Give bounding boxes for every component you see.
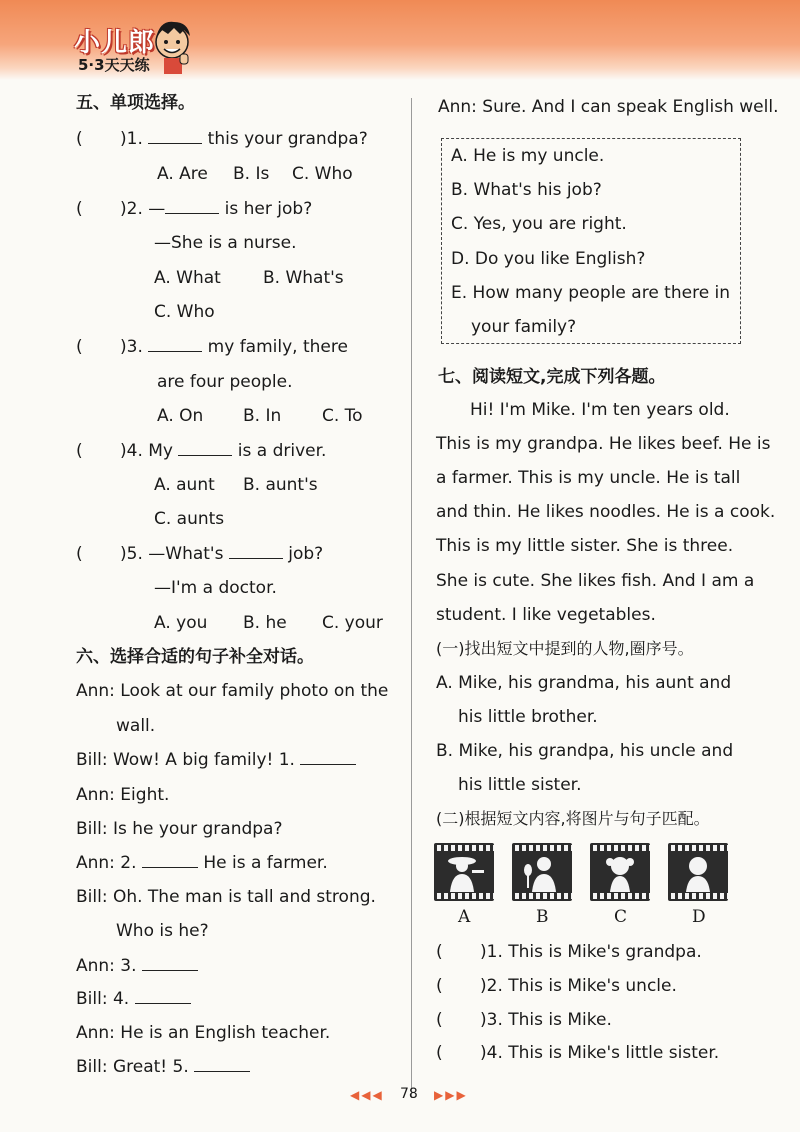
blank-q4[interactable] (178, 440, 232, 456)
match-item-1: )1. This is Mike's grandpa. (480, 942, 702, 962)
part-1-title: (一)找出短文中提到的人物,圈序号。 (436, 639, 694, 658)
q5-number: )5. —What's (120, 544, 224, 564)
q4-text: is a driver. (237, 441, 327, 461)
brand-logo: 小儿郎 (74, 28, 156, 58)
q1-number: )1. (120, 129, 143, 149)
passage-line-2: This is my grandpa. He likes beef. He is (436, 434, 771, 454)
next-page-arrows-icon[interactable]: ▶▶▶ (434, 1088, 468, 1102)
question-3 (120, 336, 348, 358)
dialogue-line-10-text: Bill: Great! 5. (76, 1057, 189, 1077)
q1-option-c[interactable]: C. Who (292, 164, 353, 184)
answer-paren-q5[interactable]: ( (76, 544, 83, 564)
q2-text: is her job? (224, 199, 313, 219)
passage-line-6: She is cute. She likes fish. And I am a (436, 571, 755, 591)
dialogue-line-7 (76, 955, 198, 977)
passage-line-5: This is my little sister. She is three. (436, 536, 734, 556)
dialogue-blank-4[interactable] (135, 988, 191, 1004)
dialogue-option-e-cont: your family? (471, 317, 577, 337)
part-2-title: (二)根据短文内容,将图片与句子匹配。 (436, 809, 710, 828)
dialogue-option-a[interactable]: A. He is my uncle. (451, 146, 605, 166)
q2-answer-line: —She is a nurse. (154, 233, 297, 253)
cook-silhouette-icon (520, 852, 564, 892)
picture-label-a: A (458, 907, 471, 927)
answer-paren-q3[interactable]: ( (76, 337, 83, 357)
q3-option-c[interactable]: C. To (322, 406, 363, 426)
blank-q3[interactable] (148, 336, 202, 352)
dialogue-line-4: Bill: Is he your grandpa? (76, 819, 283, 839)
passage-line-7: student. I like vegetables. (436, 605, 656, 625)
q1-text: this your grandpa? (207, 129, 368, 149)
dialogue-line-6b: Who is he? (116, 921, 209, 941)
q2-option-a[interactable]: A. What (154, 268, 221, 288)
q1-option-b[interactable]: B. Is (233, 164, 270, 184)
column-divider (411, 98, 412, 1098)
q3-number: )3. (120, 337, 143, 357)
dialogue-option-e[interactable]: E. How many people are there in (451, 283, 731, 303)
dialogue-line-2-text: Bill: Wow! A big family! 1. (76, 750, 295, 770)
dialogue-option-c[interactable]: C. Yes, you are right. (451, 214, 627, 234)
dialogue-line-6: Bill: Oh. The man is tall and strong. (76, 887, 376, 907)
q5-option-c[interactable]: C. your (322, 613, 383, 633)
dialogue-line-11: Ann: Sure. And I can speak English well. (438, 97, 779, 117)
q4-number: )4. My (120, 441, 173, 461)
dialogue-line-1: Ann: Look at our family photo on the (76, 681, 389, 701)
q5-answer-line: —I'm a doctor. (154, 578, 277, 598)
dialogue-blank-5[interactable] (194, 1056, 250, 1072)
picture-label-c: C (614, 907, 628, 927)
passage-line-4: and thin. He likes noodles. He is a cook. (436, 502, 776, 522)
q5-option-b[interactable]: B. he (243, 613, 287, 633)
q2-option-b[interactable]: B. What's (263, 268, 344, 288)
boy-silhouette-icon (676, 852, 720, 892)
picture-d-student (668, 843, 728, 901)
picture-c-little-sister (590, 843, 650, 901)
dialogue-blank-3[interactable] (142, 955, 198, 971)
q4-option-b[interactable]: B. aunt's (243, 475, 318, 495)
header-banner (0, 0, 800, 80)
question-2 (120, 198, 312, 220)
blank-q2[interactable] (165, 198, 219, 214)
dialogue-blank-1[interactable] (300, 749, 356, 765)
match-item-3: )3. This is Mike. (480, 1010, 612, 1030)
answer-paren-match-4[interactable]: ( (436, 1043, 443, 1063)
part-1-option-b-cont: his little sister. (458, 775, 582, 795)
blank-q1[interactable] (148, 128, 202, 144)
page-number: 78 (400, 1086, 418, 1102)
passage-line-1: Hi! I'm Mike. I'm ten years old. (470, 400, 730, 420)
q3-option-b[interactable]: B. In (243, 406, 282, 426)
part-1-option-b[interactable]: B. Mike, his grandpa, his uncle and (436, 741, 734, 761)
section-7-title: 七、阅读短文,完成下列各题。 (438, 367, 666, 387)
dialogue-line-2 (76, 749, 356, 771)
prev-page-arrows-icon[interactable]: ◀◀◀ (350, 1088, 384, 1102)
dialogue-blank-2[interactable] (142, 852, 198, 868)
q4-option-c[interactable]: C. aunts (154, 509, 225, 529)
dialogue-line-1b: wall. (116, 716, 156, 736)
dialogue-line-8-text: Bill: 4. (76, 989, 130, 1009)
picture-label-d: D (692, 907, 706, 927)
answer-paren-match-3[interactable]: ( (436, 1010, 443, 1030)
dialogue-line-8 (76, 988, 191, 1010)
question-4 (120, 440, 326, 462)
q3-continuation: are four people. (157, 372, 293, 392)
q3-text: my family, there (207, 337, 348, 357)
dialogue-line-5-tail: He is a farmer. (203, 853, 328, 873)
picture-b-cook (512, 843, 572, 901)
blank-q5[interactable] (229, 543, 283, 559)
dialogue-option-d[interactable]: D. Do you like English? (451, 249, 646, 269)
picture-a-farmer (434, 843, 494, 901)
mascot-boy-icon (150, 16, 196, 76)
q1-option-a[interactable]: A. Are (157, 164, 208, 184)
q3-option-a[interactable]: A. On (157, 406, 204, 426)
farmer-silhouette-icon (442, 852, 486, 892)
part-1-option-a-cont: his little brother. (458, 707, 598, 727)
brand-subtitle: 5·3天天练 (78, 56, 150, 74)
q2-option-c[interactable]: C. Who (154, 302, 215, 322)
dialogue-line-10 (76, 1056, 250, 1078)
section-5-title: 五、单项选择。 (76, 93, 195, 113)
q4-option-a[interactable]: A. aunt (154, 475, 215, 495)
dialogue-line-5-text: Ann: 2. (76, 853, 137, 873)
dialogue-line-5 (76, 852, 328, 874)
match-item-4: )4. This is Mike's little sister. (480, 1043, 720, 1063)
part-1-option-a[interactable]: A. Mike, his grandma, his aunt and (436, 673, 732, 693)
q5-option-a[interactable]: A. you (154, 613, 208, 633)
answer-paren-q4[interactable]: ( (76, 441, 83, 461)
dialogue-line-7-text: Ann: 3. (76, 956, 137, 976)
dialogue-option-b[interactable]: B. What's his job? (451, 180, 602, 200)
question-1 (120, 128, 368, 150)
answer-paren-match-1[interactable]: ( (436, 942, 443, 962)
question-5 (120, 543, 323, 565)
section-6-title: 六、选择合适的句子补全对话。 (76, 647, 314, 667)
answer-paren-q2[interactable]: ( (76, 199, 83, 219)
picture-label-b: B (536, 907, 549, 927)
dialogue-line-9: Ann: He is an English teacher. (76, 1023, 331, 1043)
q2-number: )2. — (120, 199, 166, 219)
passage-line-3: a farmer. This is my uncle. He is tall (436, 468, 741, 488)
dialogue-options-box (441, 138, 741, 344)
answer-paren-match-2[interactable]: ( (436, 976, 443, 996)
girl-silhouette-icon (598, 852, 642, 892)
match-item-2: )2. This is Mike's uncle. (480, 976, 677, 996)
answer-paren-q1[interactable]: ( (76, 129, 83, 149)
q5-text: job? (288, 544, 324, 564)
dialogue-line-3: Ann: Eight. (76, 785, 170, 805)
